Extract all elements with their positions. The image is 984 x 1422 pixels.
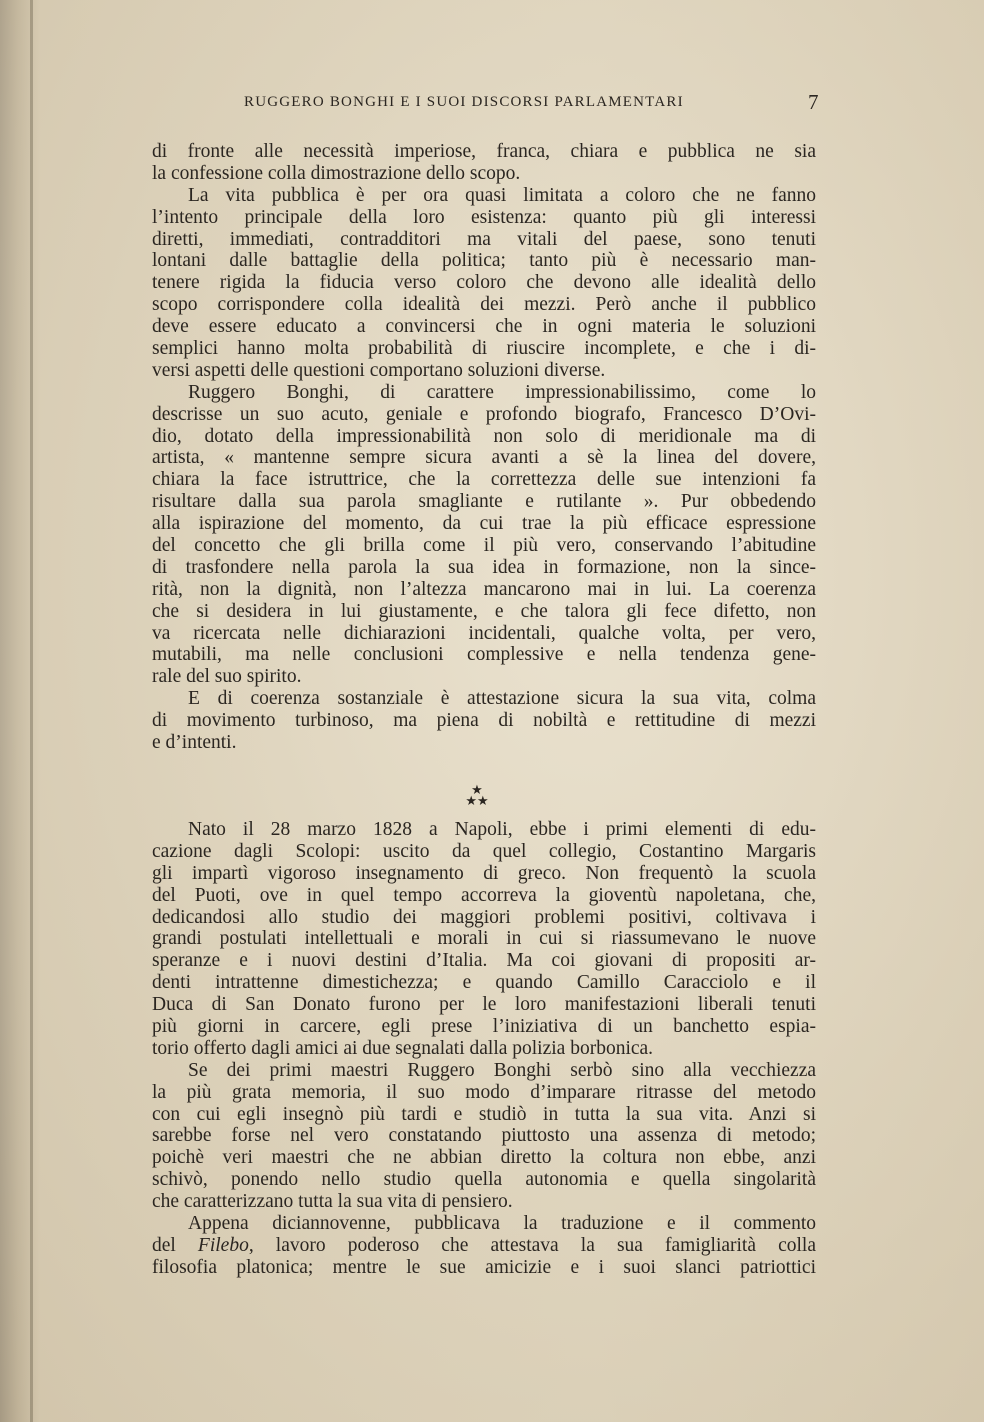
text-line: rale del suo spirito. [152, 666, 302, 688]
text-line: lontani dalle battaglie della politica; tanto più è necessario man- [152, 250, 816, 272]
text-line: la più grata memoria, il suo modo d’imparare ritrasse del metodo [152, 1081, 816, 1103]
text-line: l’intento principale della loro esistenza: quanto più gli interessi [152, 206, 816, 228]
text-line [152, 1235, 816, 1257]
text-line: e d’intenti. [152, 732, 237, 754]
text-section-1 [152, 141, 816, 754]
text-line: più giorni in carcere, egli prese l’iniziativa di un banchetto espia- [152, 1016, 816, 1038]
text-line: semplici hanno molta probabilità di riuscire incomplete, e che i di- [152, 338, 816, 360]
paragraph [152, 688, 816, 754]
text-line: tenere rigida la fiducia verso coloro che devono alle idealità dello [152, 272, 816, 294]
text-line: dio, dotato della impressionabilità non solo di meridionale ma di [152, 425, 816, 447]
text-line: versi aspetti delle questioni comportano soluzioni diverse. [152, 359, 606, 381]
text-line: sarebbe forse nel vero constatando piuttosto una assenza di metodo; [152, 1125, 816, 1147]
text-line: che caratterizzano tutta la sua vita di pensiero. [152, 1191, 513, 1213]
text-line: mutabili, ma nelle conclusioni complessive e nella tendenza gene- [152, 644, 816, 666]
text-line: scopo corrispondere colla idealità dei mezzi. Però anche il pubblico [152, 294, 816, 316]
text-line: del concetto che gli brilla come il più vero, conservando l’abitudine [152, 535, 816, 557]
text-line: Ruggero Bonghi, di carattere impressionabilissimo, come lo [188, 381, 816, 403]
text-line: cazione dagli Scolopi: uscito da quel collegio, Costantino Margaris [152, 840, 816, 862]
text-line: Duca di San Donato furono per le loro manifestazioni liberali tenuti [152, 994, 816, 1016]
text-line: la confessione colla dimostrazione dello scopo. [152, 162, 521, 184]
text-line: denti intrattenne dimestichezza; e quando Camillo Caracciolo e il [152, 972, 816, 994]
paragraph [152, 1213, 816, 1279]
text-span: del [152, 1234, 198, 1256]
text-line: La vita pubblica è per ora quasi limitata a coloro che ne fanno [188, 184, 816, 206]
text-line: con cui egli insegnò più tardi e studiò in tutta la sua vita. Anzi si [152, 1103, 816, 1125]
text-line: E di coerenza sostanziale è attestazione sicura la sua vita, colma [188, 688, 816, 710]
text-line: risultare dalla sua parola smagliante e rutilante ». Pur obbedendo [152, 491, 816, 513]
paragraph [152, 819, 816, 1060]
paragraph [152, 1060, 816, 1213]
text-line: Se dei primi maestri Ruggero Bonghi serbò sino alla vecchiezza [188, 1059, 816, 1081]
text-line: artista, « mantenne sempre sicura avanti a sè la linea del dovere, [152, 447, 816, 469]
text-line: Appena diciannovenne, pubblicava la traduzione e il commento [188, 1213, 816, 1235]
binding-edge [30, 0, 33, 1422]
text-line: di trasfondere nella parola la sua idea in formazione, non la since- [152, 556, 816, 578]
text-line: Nato il 28 marzo 1828 a Napoli, ebbe i primi elementi di edu- [188, 819, 816, 840]
text-section-2 [152, 819, 816, 1279]
text-line: dedicandosi allo studio dei maggiori problemi positivi, coltivava i [152, 906, 816, 928]
paragraph [152, 382, 816, 688]
text-line: filosofia platonica; mentre le sue amicizie e i suoi slanci patriottici [152, 1256, 816, 1278]
text-line: gli impartì vigoroso insegnamento di greco. Non frequentò la scuola [152, 862, 816, 884]
text-span: , lavoro poderoso che attestava la sua famigliarità colla [248, 1234, 816, 1256]
italic-title: Filebo [197, 1234, 249, 1256]
running-header: RUGGERO BONGHI E I SUOI DISCORSI PARLAMENTARI [244, 94, 684, 110]
text-line: alla ispirazione del momento, da cui trae la più efficace espressione [152, 513, 816, 535]
text-line: rità, non la dignità, non l’altezza mancarono mai in lui. La coerenza [152, 578, 816, 600]
text-line: schivò, ponendo nello studio quella autonomia e quella singolarità [152, 1169, 816, 1191]
text-line: speranze e i nuovi destini d’Italia. Ma coi giovani di propositi ar- [152, 950, 816, 972]
text-line: di fronte alle necessità imperiose, franca, chiara e pubblica ne sia [152, 141, 816, 162]
page-number: 7 [808, 90, 819, 114]
text-line: di movimento turbinoso, ma piena di nobiltà e rettitudine di mezzi [152, 710, 816, 732]
text-line: torio offerto dagli amici ai due segnalati dalla polizia borbonica. [152, 1037, 654, 1059]
paragraph [152, 141, 816, 185]
text-line: va ricercata nelle dichiarazioni incidentali, qualche volta, per vero, [152, 622, 816, 644]
text-line: che si desidera in lui giustamente, e che talora gli fece difetto, non [152, 600, 816, 622]
text-line: del Puoti, ove in quel tempo accorreva la gioventù napoletana, che, [152, 884, 816, 906]
text-line: deve essere educato a convincersi che in ogni materia le soluzioni [152, 316, 816, 338]
text-line: descrisse un suo acuto, geniale e profondo biografo, Francesco D’Ovi- [152, 403, 816, 425]
text-line: diretti, immediati, contradditori ma vitali del paese, sono tenuti [152, 228, 816, 250]
text-line: grandi postulati intellettuali e morali in cui si riassumevano le nuove [152, 928, 816, 950]
text-line: poichè veri maestri che ne abbian diretto la coltura non ebbe, anzi [152, 1147, 816, 1169]
section-break-asterism: ★ ★★ [465, 782, 489, 808]
text-line: chiara la face istruttrice, che la correttezza delle sue intenzioni fa [152, 469, 816, 491]
paragraph [152, 185, 816, 382]
